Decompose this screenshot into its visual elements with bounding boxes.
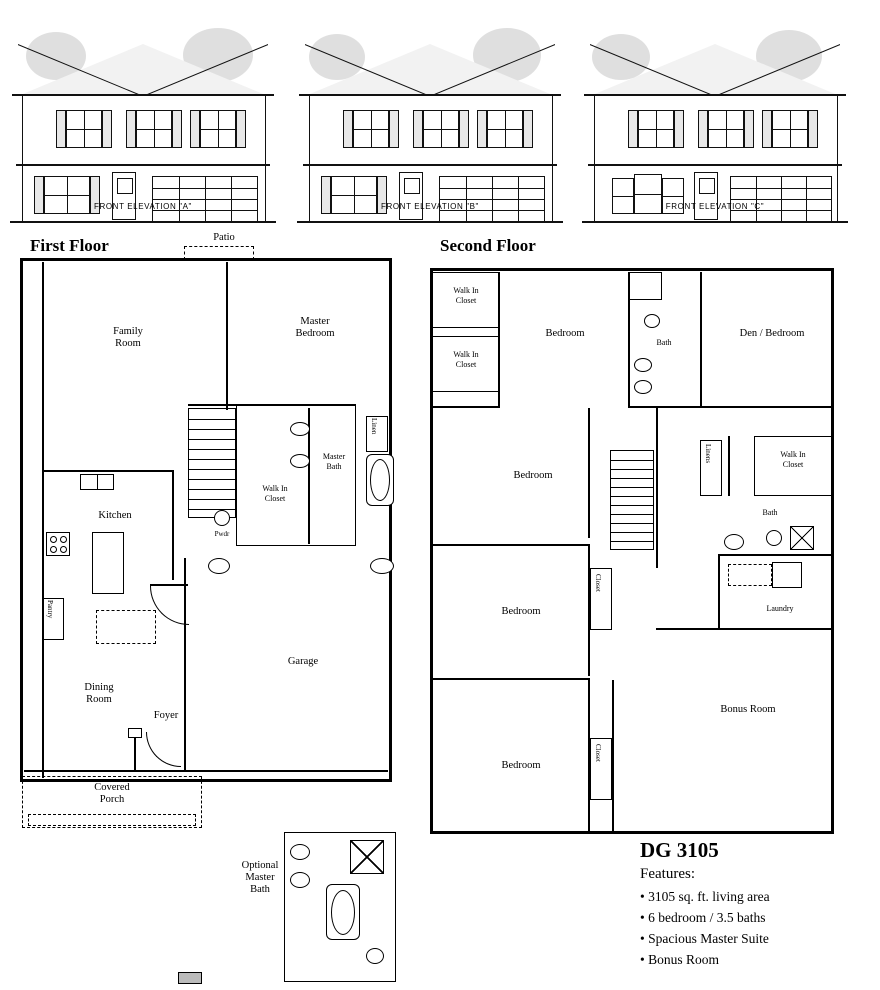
sink-fixture-icon [634, 380, 652, 394]
optional-master-bath-plan [241, 828, 408, 988]
room-label-master-bath: Master Bath [322, 452, 346, 471]
wall-segment [188, 404, 228, 406]
room-label-bedroom: Bedroom [501, 760, 541, 771]
elevation-a-caption: FRONT ELEVATION "A" [94, 202, 192, 211]
range-icon [46, 532, 70, 556]
room-label-pwdr: Pwdr [214, 530, 230, 538]
window-icon [423, 110, 459, 148]
legend-mark [178, 972, 202, 984]
toilet-icon [644, 314, 660, 328]
shutter-icon [698, 110, 708, 148]
sink-fixture-icon [634, 358, 652, 372]
wall-segment [588, 408, 590, 538]
room-label-pantry: Pantry [46, 600, 54, 619]
room-label-linens: Linens [704, 444, 712, 464]
shutter-icon [628, 110, 638, 148]
roof-lines [590, 44, 840, 96]
wall-segment [432, 544, 590, 546]
garage-door-icon [730, 176, 832, 222]
wall-segment [728, 436, 730, 496]
wall-segment [718, 554, 832, 556]
wall-segment [150, 584, 188, 586]
wall-segment [628, 406, 700, 408]
wall-segment [656, 628, 832, 630]
dining-feature [96, 610, 156, 644]
wall-segment [700, 272, 702, 408]
room-label-bedroom: Bedroom [513, 470, 553, 481]
window-icon [200, 110, 236, 148]
roof-lines [305, 44, 555, 96]
wall-segment [226, 262, 228, 410]
shutter-icon [674, 110, 684, 148]
sink-icon [80, 474, 114, 490]
shutter-icon [190, 110, 200, 148]
second-floor-title: Second Floor [440, 236, 536, 255]
stairs-second-floor [610, 450, 654, 550]
wall-segment [612, 680, 614, 832]
shutter-icon [102, 110, 112, 148]
wall-segment [134, 734, 136, 770]
room-label-walk-in-closet: Walk In Closet [262, 484, 288, 503]
wall-segment [656, 408, 658, 568]
feature-item: • Bonus Room [640, 952, 719, 967]
shower-icon [790, 526, 814, 550]
room-label-bedroom: Bedroom [501, 606, 541, 617]
island-icon [92, 532, 124, 594]
room-label-patio: Patio [213, 232, 235, 243]
wall-segment [172, 470, 174, 580]
wall-segment [42, 262, 44, 778]
window-icon [66, 110, 102, 148]
shutter-icon [459, 110, 469, 148]
shutter-icon [56, 110, 66, 148]
room-label-bonus-room: Bonus Room [720, 704, 776, 715]
features-heading: Features: [640, 866, 695, 882]
room-label-den-bedroom: Den / Bedroom [739, 328, 805, 339]
laundry-counter [772, 562, 802, 588]
wall-segment [432, 406, 500, 408]
sink-fixture-icon [208, 558, 230, 574]
bathtub-icon [366, 454, 394, 506]
features-list [640, 886, 770, 970]
feature-item: • 6 bedroom / 3.5 baths [640, 910, 766, 925]
wall-segment [718, 556, 720, 628]
patio-outline [184, 246, 254, 260]
toilet-icon [214, 510, 230, 526]
house-front-b [305, 26, 555, 196]
shutter-icon [172, 110, 182, 148]
shutter-icon [523, 110, 533, 148]
room-label-laundry: Laundry [766, 604, 794, 613]
closet [628, 272, 662, 300]
shutter-icon [744, 110, 754, 148]
room-label-family-room: Family Room [113, 326, 143, 349]
shutter-icon [236, 110, 246, 148]
first-floor-title: First Floor [30, 236, 109, 255]
garage-door-icon [439, 176, 545, 222]
room-label-master-bedroom: Master Bedroom [295, 316, 335, 339]
wall-segment [498, 272, 500, 408]
wall-segment [24, 770, 388, 772]
window-icon [353, 110, 389, 148]
elevation-c-caption: FRONT ELEVATION "C" [665, 202, 765, 211]
sink-fixture-icon [290, 422, 310, 436]
room-label-optional-master-bath: Optional Master Bath [241, 860, 279, 895]
shutter-icon [762, 110, 772, 148]
sink-fixture-icon [290, 454, 310, 468]
window-icon [772, 110, 808, 148]
front-door-icon [112, 172, 136, 220]
shutter-icon [389, 110, 399, 148]
window-icon [487, 110, 523, 148]
elevation-b [295, 18, 565, 228]
room-label-bedroom: Bedroom [545, 328, 585, 339]
wall-segment [432, 678, 590, 680]
room-label-dining-room: Dining Room [84, 682, 114, 705]
sink-fixture-icon [370, 558, 394, 574]
shower-icon [350, 840, 384, 874]
second-floor-plan [428, 258, 838, 838]
window-icon [708, 110, 744, 148]
room-label-closet: Closet [594, 744, 602, 762]
room-label-bath: Bath [656, 338, 672, 347]
shutter-icon [126, 110, 136, 148]
elevation-b-caption: FRONT ELEVATION "B" [381, 202, 479, 211]
wall-segment [700, 406, 832, 408]
stairs-first-floor [188, 408, 236, 518]
garage-door-icon [152, 176, 258, 222]
column-icon [128, 728, 142, 738]
shutter-icon [477, 110, 487, 148]
room-label-covered-porch: Covered Porch [94, 782, 130, 805]
feature-item: • Spacious Master Suite [640, 931, 769, 946]
roof-lines [18, 44, 268, 96]
wall-segment [44, 470, 174, 472]
feature-item: • 3105 sq. ft. living area [640, 889, 770, 904]
plan-name: DG 3105 [640, 838, 719, 862]
elevation-c [580, 18, 850, 228]
room-label-walk-in-closet: Walk In Closet [780, 450, 806, 469]
porch-step [28, 814, 196, 826]
front-door-icon [694, 172, 718, 220]
toilet-icon [366, 948, 384, 964]
room-label-linen: Linen [370, 418, 378, 435]
shutter-icon [343, 110, 353, 148]
room-label-foyer: Foyer [153, 710, 179, 721]
sink-fixture-icon [290, 844, 310, 860]
toilet-icon [766, 530, 782, 546]
room-label-walk-in-closet: Walk In Closet [453, 350, 479, 369]
window-icon [638, 110, 674, 148]
room-label-kitchen: Kitchen [98, 510, 132, 521]
house-front-c [590, 26, 840, 196]
room-label-walk-in-closet: Walk In Closet [453, 286, 479, 305]
bathtub-icon [326, 884, 360, 940]
front-door-icon [399, 172, 423, 220]
window-icon [136, 110, 172, 148]
room-label-bath: Bath [762, 508, 778, 517]
room-label-closet: Closet [594, 574, 602, 592]
room-label-garage: Garage [287, 656, 319, 667]
elevation-a [8, 18, 278, 228]
laundry-appliance [728, 564, 772, 586]
shutter-icon [413, 110, 423, 148]
sink-fixture-icon [724, 534, 744, 550]
shutter-icon [808, 110, 818, 148]
house-front-a [18, 26, 268, 196]
